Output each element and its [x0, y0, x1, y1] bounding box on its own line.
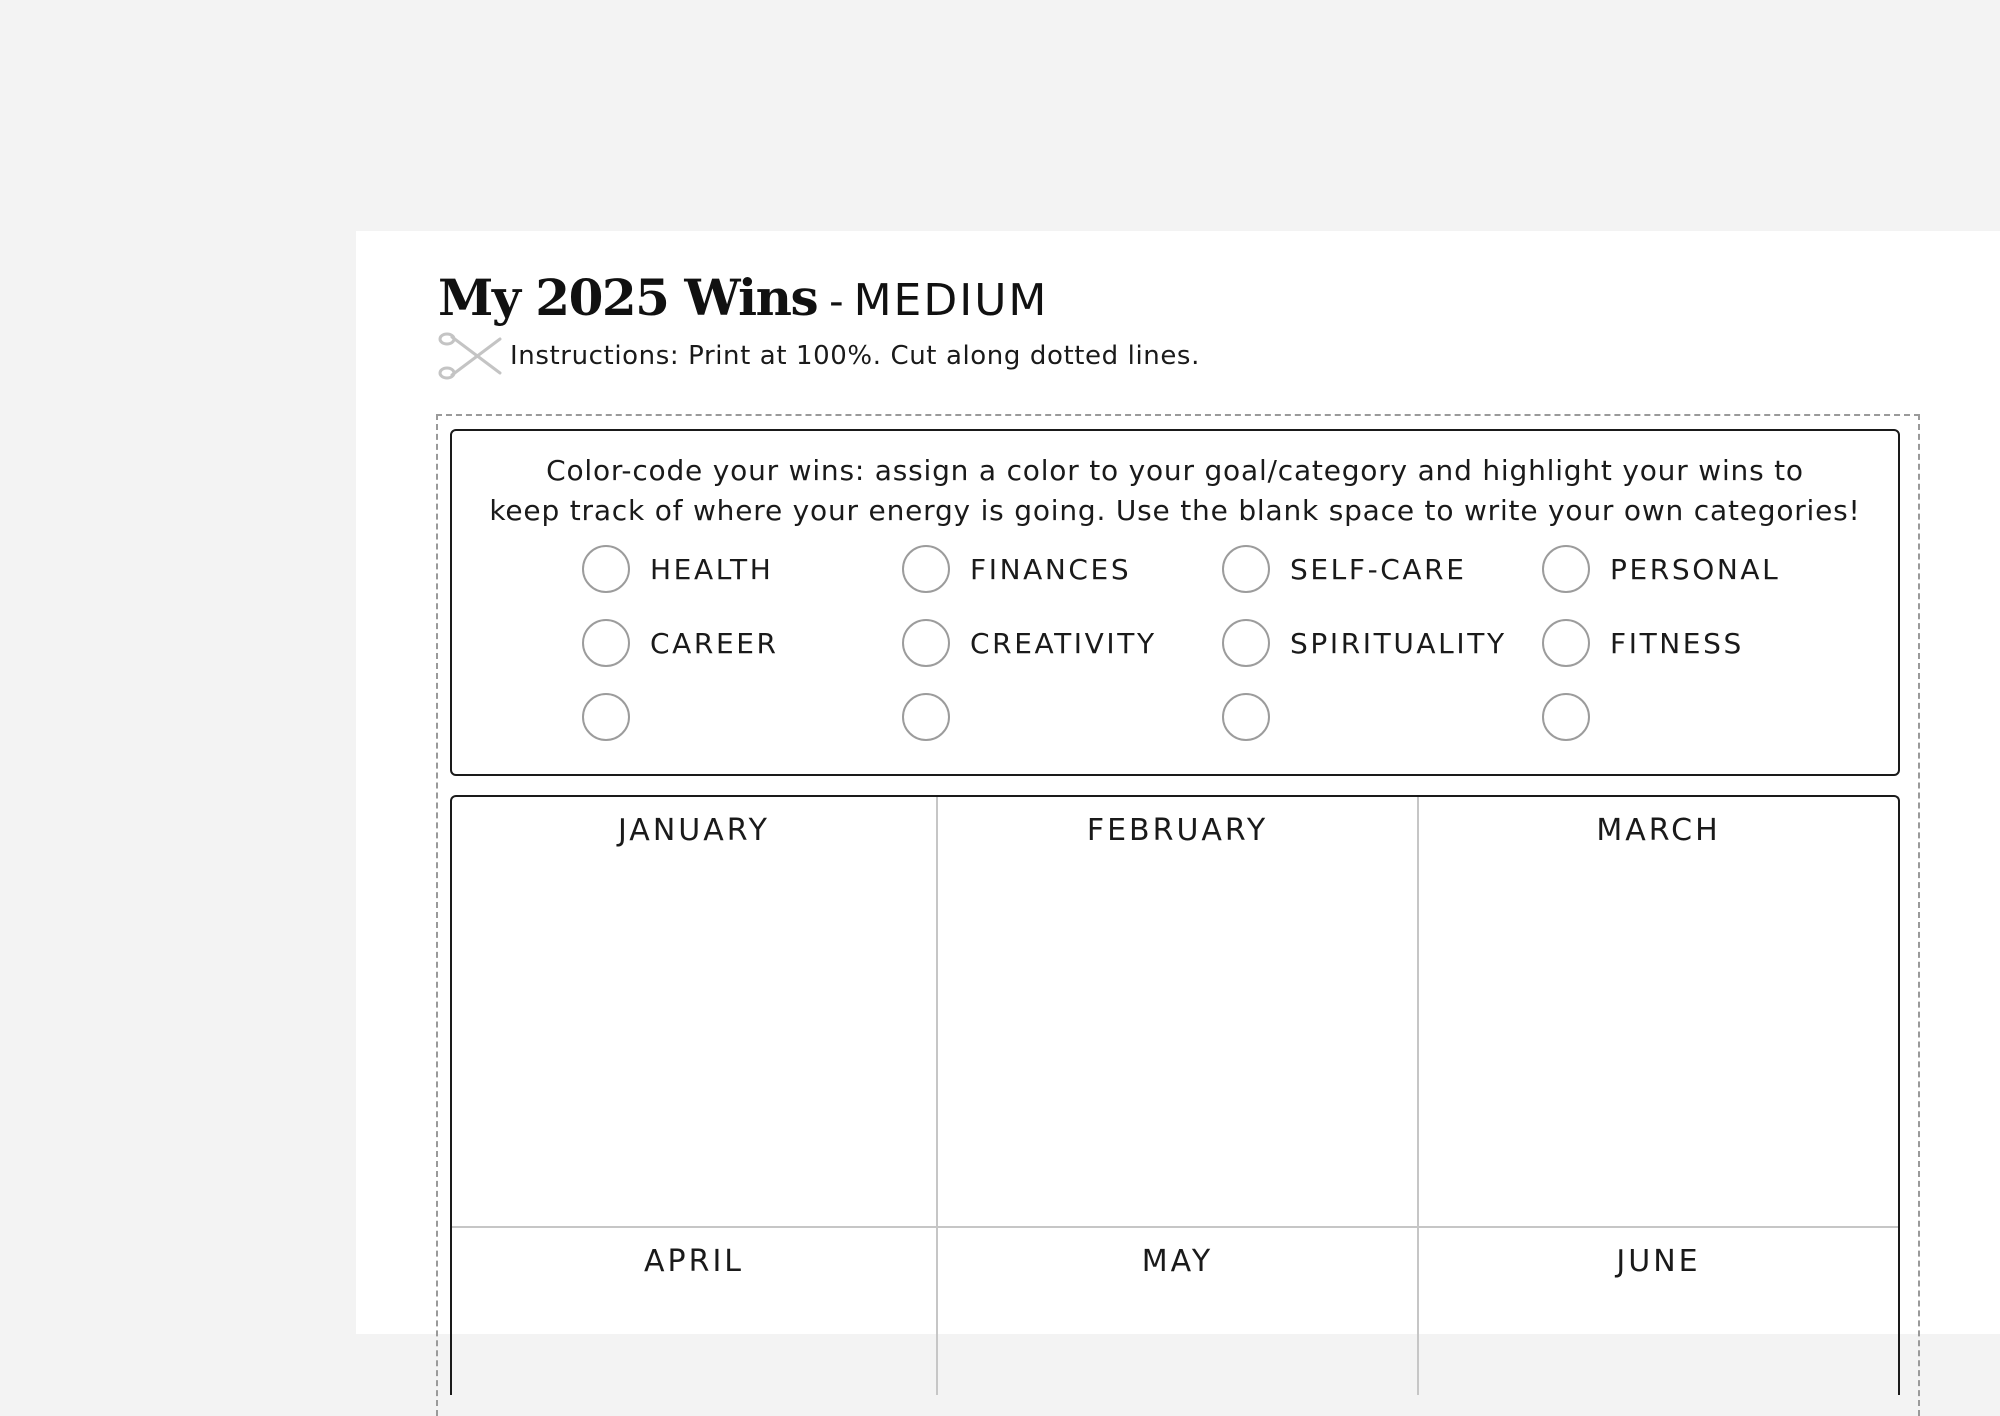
title-main: My 2025 Wins [438, 268, 818, 327]
category-item [1542, 617, 1744, 669]
category-legend [450, 429, 1900, 776]
instructions-text: Instructions: Print at 100%. Cut along dotted lines. [510, 341, 1200, 371]
month-february: FEBRUARY [1086, 813, 1269, 848]
month-january: JANUARY [617, 813, 770, 848]
month-april: APRIL [643, 1244, 745, 1279]
month-march: MARCH [1596, 813, 1721, 848]
row-divider [452, 1226, 1898, 1228]
scissors-icon [438, 331, 506, 381]
color-circle [1542, 693, 1590, 741]
color-circle [1222, 619, 1270, 667]
category-label: SPIRITUALITY [1290, 626, 1507, 660]
color-circle [1542, 545, 1590, 593]
color-circle [582, 693, 630, 741]
month-may: MAY [1141, 1244, 1214, 1279]
category-item [582, 543, 773, 595]
column-divider [1417, 797, 1419, 1395]
category-item [1222, 543, 1467, 595]
category-label: FITNESS [1610, 626, 1744, 660]
month-june: JUNE [1616, 1244, 1701, 1279]
category-item-blank [1222, 691, 1290, 743]
color-circle [902, 693, 950, 741]
column-divider [936, 797, 938, 1395]
page-title [438, 268, 1049, 327]
category-item-blank [1542, 691, 1610, 743]
category-label: CAREER [650, 626, 779, 660]
months-grid [450, 795, 1900, 1395]
instructions-row [438, 331, 1200, 381]
category-item [582, 617, 779, 669]
category-item-blank [582, 691, 650, 743]
printable-sheet [356, 231, 2000, 1334]
color-circle [1542, 619, 1590, 667]
title-size-label: MEDIUM [853, 275, 1049, 326]
category-item-blank [902, 691, 970, 743]
category-label: HEALTH [650, 552, 774, 586]
category-label: FINANCES [970, 552, 1132, 586]
color-circle [902, 619, 950, 667]
category-item [902, 617, 1157, 669]
color-circle [582, 545, 630, 593]
legend-line-1: Color-code your wins: assign a color to your goal/category and highlight your wins to [546, 454, 1804, 487]
category-label: CREATIVITY [970, 626, 1157, 660]
title-dash: - [829, 279, 844, 325]
color-circle [902, 545, 950, 593]
category-item [902, 543, 1131, 595]
color-circle [1222, 693, 1270, 741]
category-item [1542, 543, 1780, 595]
legend-instructions [452, 451, 1898, 531]
color-circle [1222, 545, 1270, 593]
legend-line-2: keep track of where your energy is going. Use the blank space to write your own categories! [489, 494, 1861, 527]
color-circle [582, 619, 630, 667]
category-item [1222, 617, 1507, 669]
category-label: PERSONAL [1610, 552, 1781, 586]
category-label: SELF-CARE [1290, 552, 1467, 586]
